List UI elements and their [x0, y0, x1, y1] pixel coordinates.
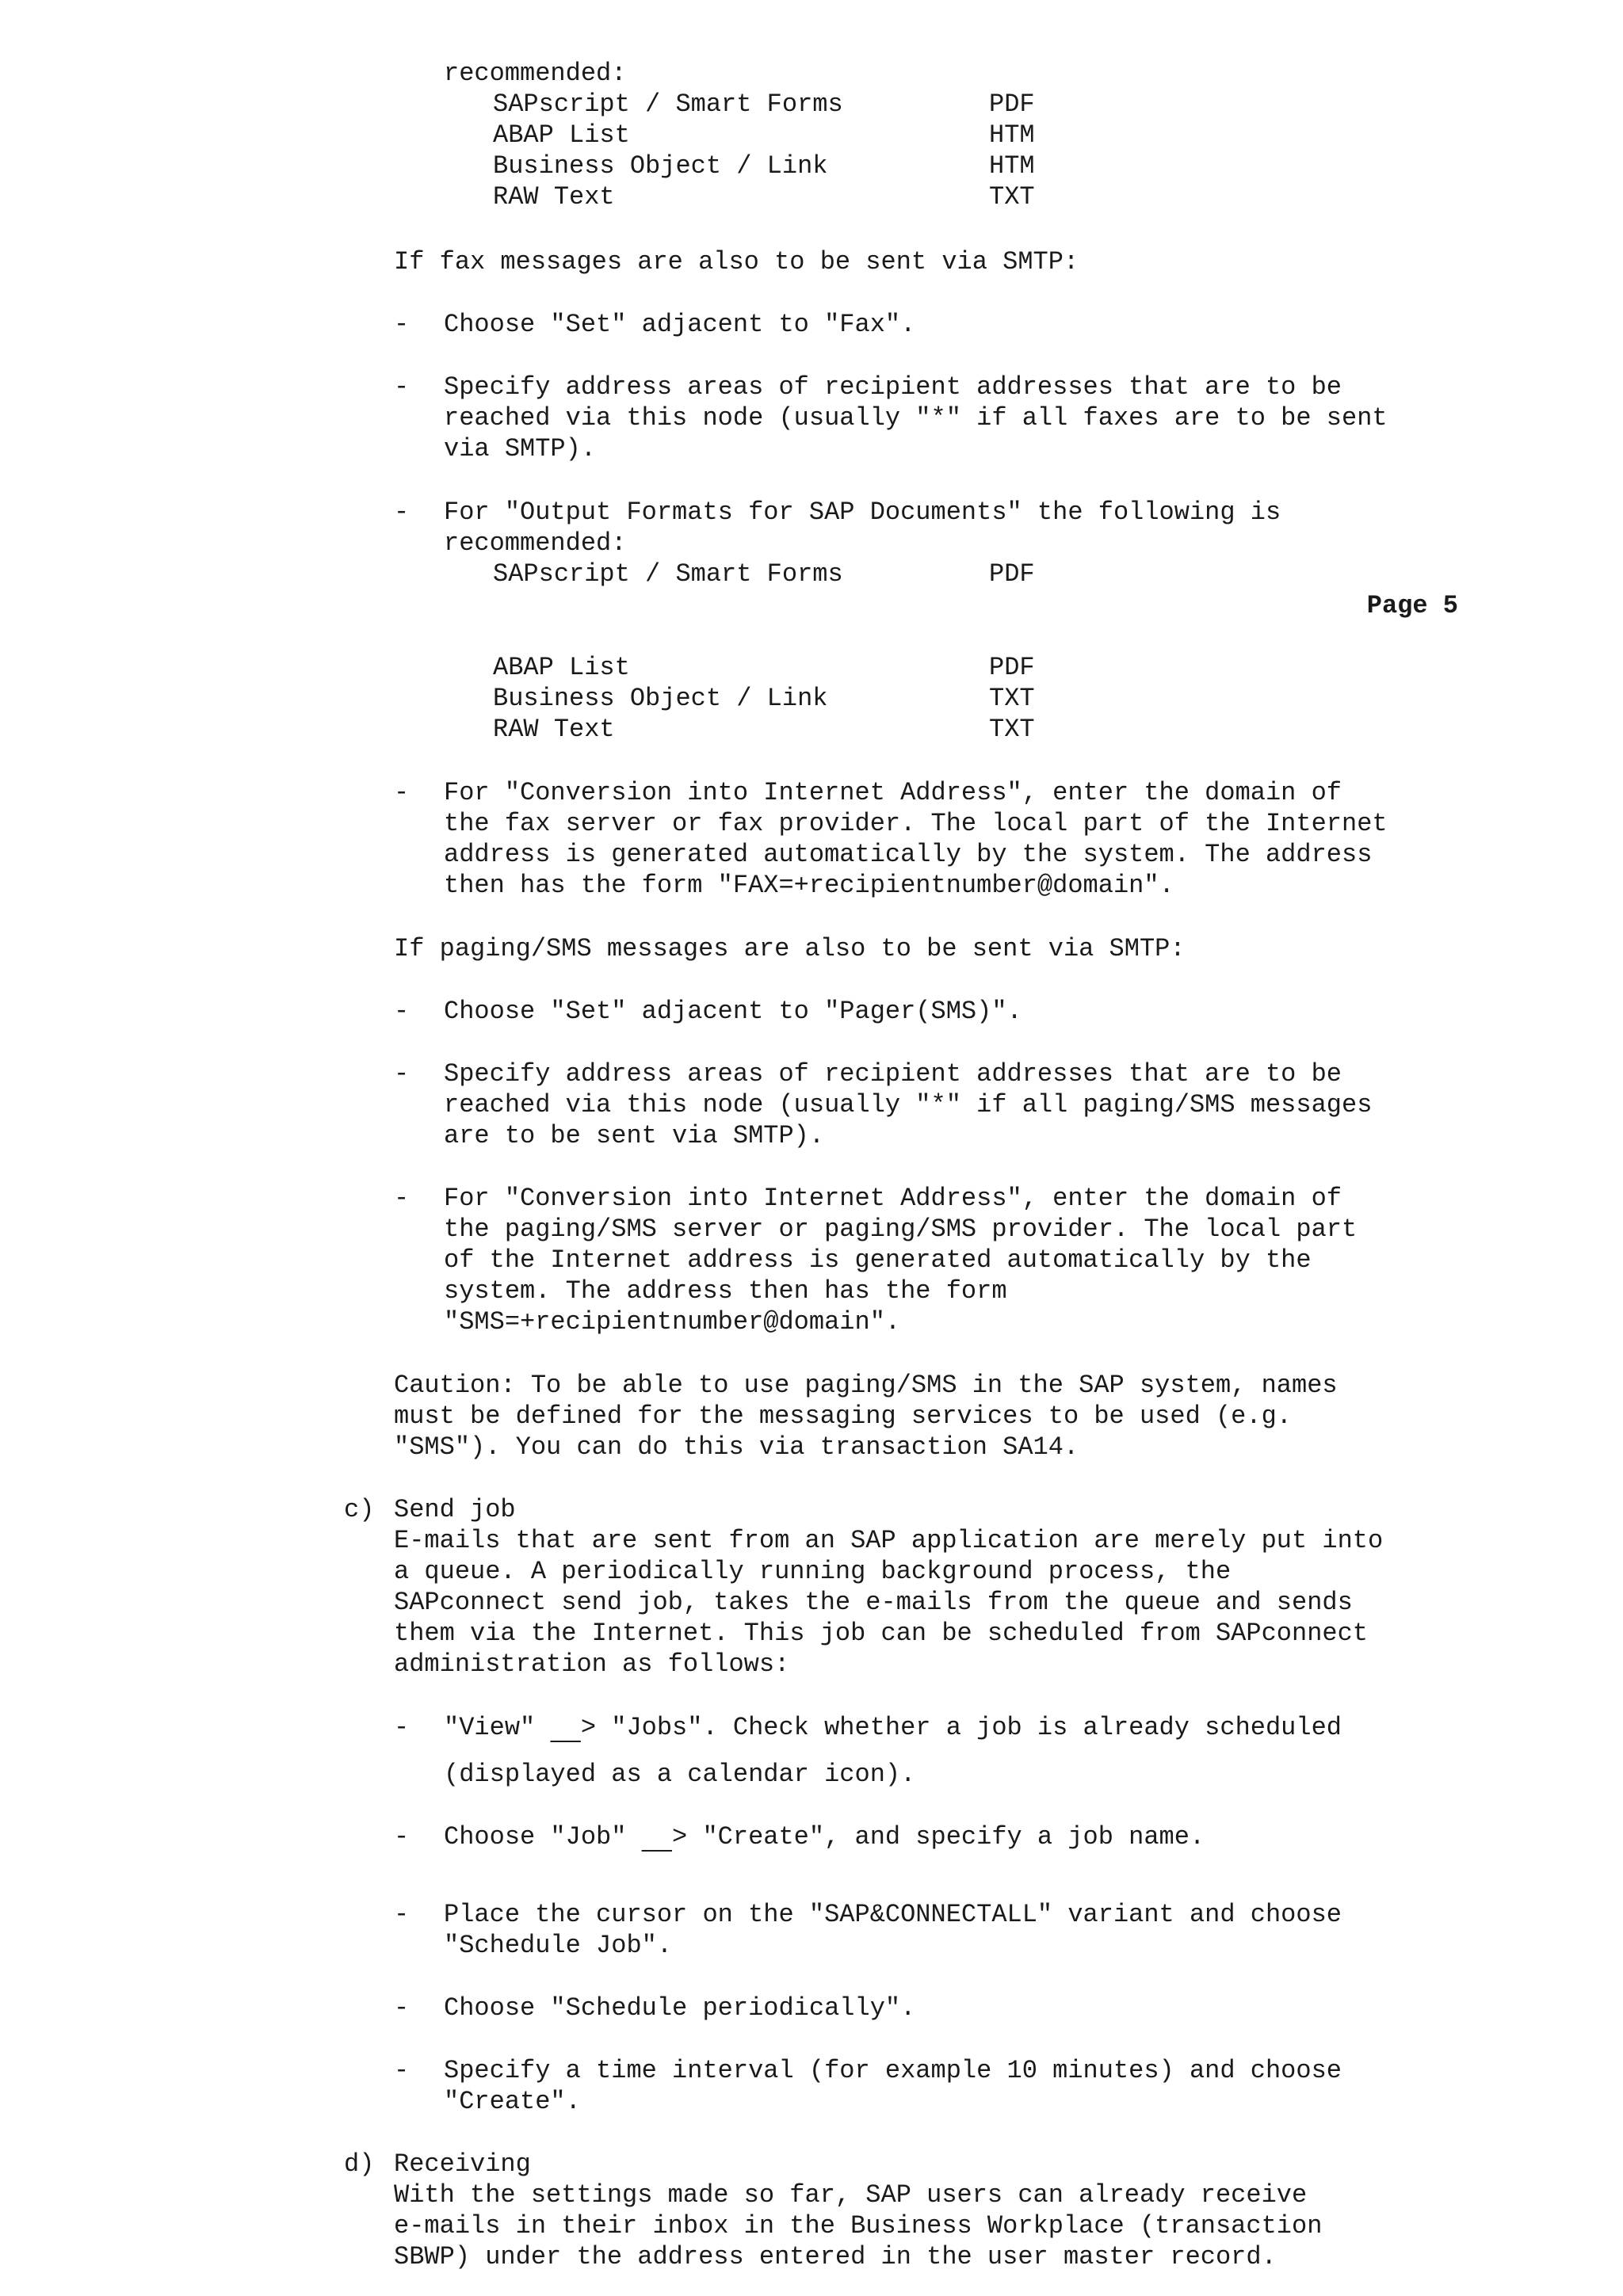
format-row-label: ABAP List [493, 120, 630, 150]
fax-bullet-conversion-line: For "Conversion into Internet Address", enter the domain of [444, 778, 1342, 807]
sms-bullet-conversion-line: For "Conversion into Internet Address", enter the domain of [444, 1184, 1342, 1213]
sms-bullet-address-line: are to be sent via SMTP). [444, 1121, 825, 1150]
format-row-label: RAW Text [493, 182, 615, 212]
fax-bullet-conversion-line: then has the form "FAX=+recipientnumber@domain". [444, 871, 1174, 900]
menu-path-underline [642, 1822, 672, 1852]
fax-bullet-formats-line: recommended: [444, 528, 627, 558]
bullet-dash: - [394, 778, 410, 807]
format-row-value: HTM [989, 151, 1035, 181]
send-job-paragraph-line: them via the Internet. This job can be scheduled from SAPconnect [394, 1619, 1368, 1648]
format-row-label: Business Object / Link [493, 151, 828, 181]
format-row-label: ABAP List [493, 653, 630, 682]
format-row-label: RAW Text [493, 715, 615, 744]
receiving-heading: Receiving [394, 2149, 531, 2179]
fax-bullet-formats-line: For "Output Formats for SAP Documents" the following is [444, 498, 1281, 527]
section-marker: d) [344, 2149, 375, 2179]
sms-bullet-address-line: Specify address areas of recipient addresses that are to be [444, 1059, 1342, 1089]
format-row-label: SAPscript / Smart Forms [493, 559, 843, 589]
sms-bullet-conversion-line: system. The address then has the form [444, 1276, 1007, 1306]
format-row-value: PDF [989, 559, 1035, 589]
format-row-value: TXT [989, 182, 1035, 212]
bullet-dash: - [394, 310, 410, 339]
menu-path-underline [550, 1713, 580, 1742]
send-job-step-variant: "Schedule Job". [444, 1931, 673, 1960]
page-number: Page 5 [1366, 591, 1458, 620]
fax-bullet-address-line: reached via this node (usually "*" if all faxes are to be sent [444, 403, 1388, 433]
fax-bullet-set: Choose "Set" adjacent to "Fax". [444, 310, 916, 339]
send-job-step-periodic: Choose "Schedule periodically". [444, 1993, 916, 2023]
sms-bullet-conversion-line: "SMS=+recipientnumber@domain". [444, 1307, 901, 1337]
caution-line: Caution: To be able to use paging/SMS in the SAP system, names [394, 1371, 1338, 1400]
send-job-paragraph-line: administration as follows: [394, 1650, 790, 1679]
send-job-step-create: Choose "Job" > "Create", and specify a job name. [444, 1822, 1205, 1852]
receiving-paragraph-line: With the settings made so far, SAP users can already receive [394, 2180, 1308, 2210]
format-row-value: PDF [989, 653, 1035, 682]
bullet-dash: - [394, 997, 410, 1026]
format-row-value: PDF [989, 90, 1035, 119]
send-job-step-variant: Place the cursor on the "SAP&CONNECTALL" variant and choose [444, 1900, 1342, 1929]
send-job-step-view-jobs: "View" > "Jobs". Check whether a job is already scheduled [444, 1713, 1342, 1742]
bullet-dash: - [394, 372, 410, 402]
fax-intro: If fax messages are also to be sent via SMTP: [394, 247, 1079, 277]
send-job-step-interval: Specify a time interval (for example 10 minutes) and choose [444, 2056, 1342, 2085]
bullet-dash: - [394, 498, 410, 527]
format-row-label: Business Object / Link [493, 684, 828, 713]
format-row-value: HTM [989, 120, 1035, 150]
sms-bullet-conversion-line: the paging/SMS server or paging/SMS provider. The local part [444, 1215, 1358, 1244]
send-job-heading: Send job [394, 1495, 516, 1524]
send-job-step-interval: "Create". [444, 2087, 581, 2116]
bullet-dash: - [394, 1993, 410, 2023]
format-row-value: TXT [989, 715, 1035, 744]
bullet-dash: - [394, 1822, 410, 1852]
section-marker: c) [344, 1495, 375, 1524]
recommended-label: recommended: [444, 59, 627, 88]
caution-line: "SMS"). You can do this via transaction SA14. [394, 1432, 1079, 1462]
bullet-dash: - [394, 1184, 410, 1213]
bullet-dash: - [394, 1059, 410, 1089]
bullet-dash: - [394, 1900, 410, 1929]
send-job-step-view-jobs-cont: (displayed as a calendar icon). [444, 1760, 916, 1789]
caution-line: must be defined for the messaging services to be used (e.g. [394, 1402, 1292, 1431]
fax-bullet-address-line: Specify address areas of recipient addresses that are to be [444, 372, 1342, 402]
fax-bullet-conversion-line: the fax server or fax provider. The local part of the Internet [444, 809, 1388, 838]
send-job-paragraph-line: a queue. A periodically running background process, the [394, 1557, 1232, 1586]
sms-intro: If paging/SMS messages are also to be sent via SMTP: [394, 934, 1186, 963]
sms-bullet-address-line: reached via this node (usually "*" if all paging/SMS messages [444, 1090, 1373, 1119]
fax-bullet-address-line: via SMTP). [444, 434, 597, 463]
send-job-paragraph-line: E-mails that are sent from an SAP application are merely put into [394, 1526, 1384, 1555]
fax-bullet-conversion-line: address is generated automatically by the system. The address [444, 840, 1373, 869]
send-job-paragraph-line: SAPconnect send job, takes the e-mails from the queue and sends [394, 1588, 1353, 1617]
receiving-paragraph-line: e-mails in their inbox in the Business Workplace (transaction [394, 2211, 1323, 2241]
bullet-dash: - [394, 1713, 410, 1742]
receiving-paragraph-line: SBWP) under the address entered in the user master record. [394, 2242, 1277, 2271]
bullet-dash: - [394, 2056, 410, 2085]
format-row-value: TXT [989, 684, 1035, 713]
sms-bullet-conversion-line: of the Internet address is generated automatically by the [444, 1245, 1312, 1275]
sms-bullet-set: Choose "Set" adjacent to "Pager(SMS)". [444, 997, 1022, 1026]
format-row-label: SAPscript / Smart Forms [493, 90, 843, 119]
